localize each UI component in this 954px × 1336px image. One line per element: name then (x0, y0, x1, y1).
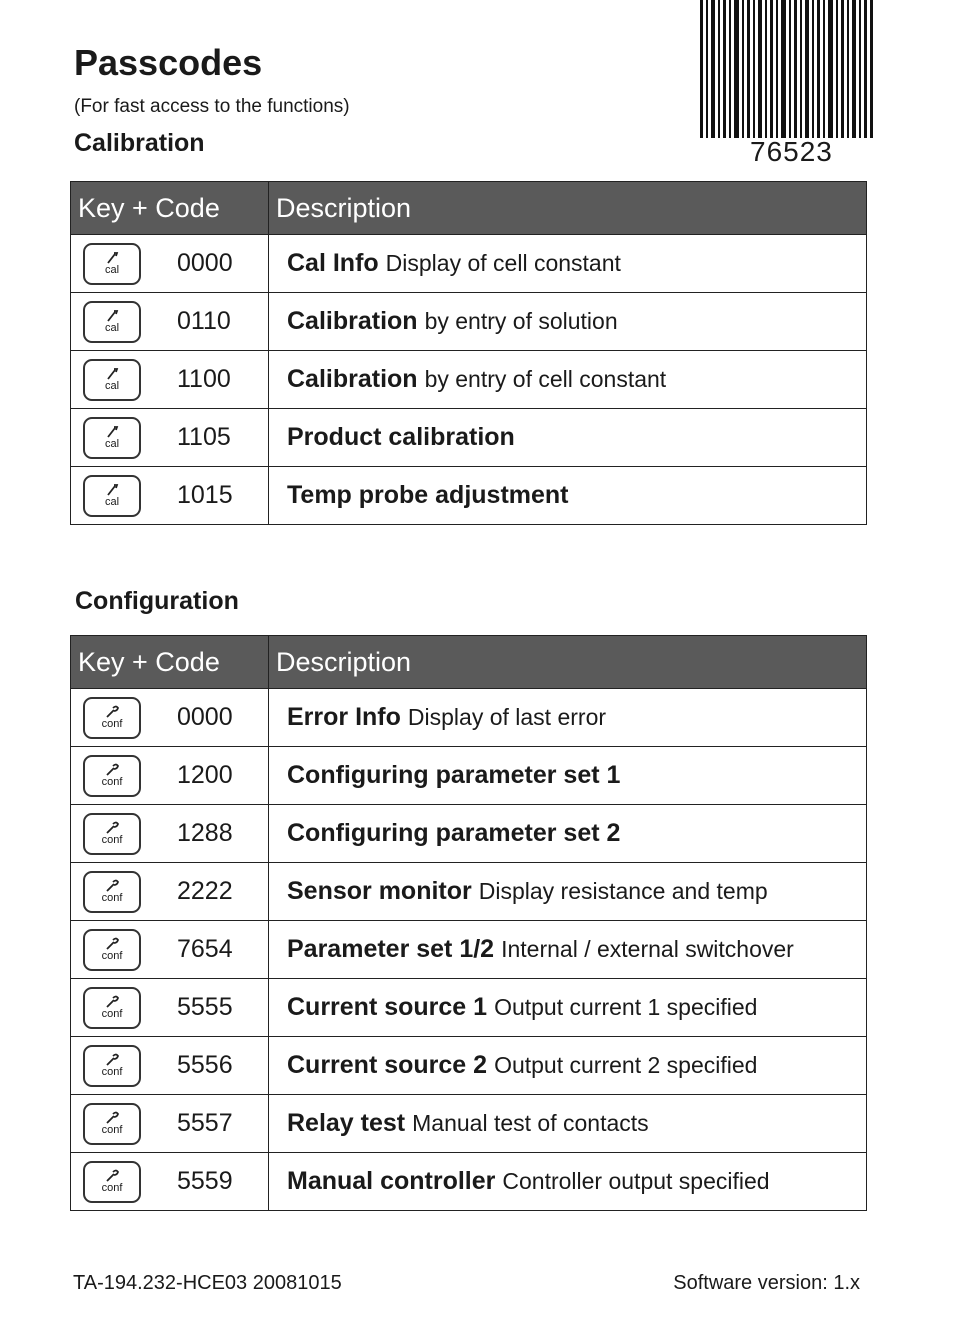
cal-key-button[interactable] (83, 475, 141, 517)
table-row (71, 863, 867, 921)
function-name: Temp probe adjustment (287, 481, 569, 509)
table-header-row (71, 636, 867, 689)
passcode: 7654 (177, 935, 233, 963)
cal-key-button[interactable] (83, 301, 141, 343)
conf-key-button[interactable] (83, 987, 141, 1029)
key-label: cal (104, 438, 120, 450)
function-name: Error Info (287, 703, 401, 731)
beaker-icon (103, 251, 121, 265)
key-label: conf (101, 1124, 123, 1136)
key-label: cal (104, 322, 120, 334)
conf-key-button[interactable] (83, 755, 141, 797)
wrench-icon (103, 879, 121, 893)
passcode: 0000 (177, 703, 233, 731)
function-description: Output current 1 specified (494, 994, 758, 1020)
key-code-cell (71, 1153, 269, 1211)
function-description: Internal / external switchover (501, 936, 794, 962)
table-row (71, 689, 867, 747)
key-code-cell (71, 235, 269, 293)
key-label: conf (101, 776, 123, 788)
column-header-description: Description (269, 636, 867, 689)
key-label: conf (101, 834, 123, 846)
key-label: conf (101, 892, 123, 904)
function-description: Display resistance and temp (478, 878, 768, 904)
description-cell (269, 1037, 867, 1095)
key-label: cal (104, 380, 120, 392)
beaker-icon (103, 367, 121, 381)
barcode (698, 0, 874, 170)
cal-key-button[interactable] (83, 359, 141, 401)
key-code-cell (71, 293, 269, 351)
conf-key-button[interactable] (83, 813, 141, 855)
key-code (71, 929, 268, 971)
key-code-cell (71, 409, 269, 467)
key-code (71, 301, 268, 343)
function-name: Configuring parameter set 2 (287, 819, 621, 847)
table-row (71, 1037, 867, 1095)
column-header-description: Description (269, 182, 867, 235)
function-description: by entry of solution (424, 308, 618, 334)
key-code-cell (71, 805, 269, 863)
cal-key-button[interactable] (83, 243, 141, 285)
beaker-icon (103, 483, 121, 497)
function-description: Display of cell constant (385, 250, 621, 276)
function-name: Cal Info (287, 249, 379, 277)
passcode: 1200 (177, 761, 233, 789)
key-code-cell (71, 467, 269, 525)
key-code-cell (71, 863, 269, 921)
beaker-icon (103, 425, 121, 439)
key-code-cell (71, 979, 269, 1037)
key-code (71, 359, 268, 401)
key-code (71, 475, 268, 517)
barcode-number: 76523 (750, 136, 833, 167)
table-row (71, 467, 867, 525)
conf-key-button[interactable] (83, 1045, 141, 1087)
wrench-icon (103, 995, 121, 1009)
key-label: cal (104, 264, 120, 276)
page-subtitle: (For fast access to the functions) (74, 96, 350, 117)
table-row (71, 409, 867, 467)
table-row (71, 1095, 867, 1153)
key-code (71, 987, 268, 1029)
key-code-cell (71, 689, 269, 747)
table-row (71, 293, 867, 351)
key-label: cal (104, 496, 120, 508)
document-id: TA-194.232-HCE03 20081015 (73, 1272, 342, 1294)
function-name: Current source 1 (287, 993, 488, 1021)
function-name: Parameter set 1/2 (287, 935, 495, 963)
key-code-cell (71, 921, 269, 979)
function-name: Sensor monitor (287, 877, 472, 905)
key-code-cell (71, 351, 269, 409)
wrench-icon (103, 1111, 121, 1125)
passcode: 1015 (177, 481, 233, 509)
table-row (71, 805, 867, 863)
passcode: 5555 (177, 993, 233, 1021)
key-label: conf (101, 718, 123, 730)
key-code-cell (71, 1095, 269, 1153)
key-code (71, 697, 268, 739)
column-header-key-code: Key + Code (71, 182, 269, 235)
key-code (71, 755, 268, 797)
wrench-icon (103, 763, 121, 777)
function-name: Manual controller (287, 1167, 496, 1195)
table-row (71, 351, 867, 409)
barcode-bars (698, 0, 874, 138)
software-version: Software version: 1.x (673, 1272, 860, 1294)
wrench-icon (103, 821, 121, 835)
table-row (71, 235, 867, 293)
table-row (71, 747, 867, 805)
key-label: conf (101, 1182, 123, 1194)
passcode: 0110 (177, 307, 231, 335)
description-cell (269, 1095, 867, 1153)
conf-key-button[interactable] (83, 1161, 141, 1203)
passcode: 5557 (177, 1109, 233, 1137)
description-cell (269, 409, 867, 467)
function-description: by entry of cell constant (424, 366, 667, 392)
passcode: 1100 (177, 365, 231, 393)
table-row (71, 921, 867, 979)
description-cell (269, 467, 867, 525)
wrench-icon (103, 1053, 121, 1067)
passcode: 1105 (177, 423, 231, 451)
key-label: conf (101, 1008, 123, 1020)
table-header-row (71, 182, 867, 235)
key-code (71, 871, 268, 913)
table-row (71, 979, 867, 1037)
key-code (71, 417, 268, 459)
beaker-icon (103, 309, 121, 323)
function-description: Display of last error (407, 704, 607, 730)
key-code (71, 1045, 268, 1087)
function-name: Relay test (287, 1109, 406, 1137)
function-name: Configuring parameter set 1 (287, 761, 621, 789)
key-code (71, 813, 268, 855)
description-cell (269, 979, 867, 1037)
description-cell (269, 863, 867, 921)
calibration-heading: Calibration (74, 129, 205, 157)
calibration-table (70, 181, 867, 525)
page-title: Passcodes (74, 42, 263, 83)
wrench-icon (103, 705, 121, 719)
description-cell (269, 689, 867, 747)
key-code (71, 1103, 268, 1145)
passcode: 5559 (177, 1167, 233, 1195)
conf-key-button[interactable] (83, 871, 141, 913)
description-cell (269, 293, 867, 351)
description-cell (269, 351, 867, 409)
key-code (71, 1161, 268, 1203)
wrench-icon (103, 937, 121, 951)
wrench-icon (103, 1169, 121, 1183)
passcode: 2222 (177, 877, 233, 905)
conf-key-button[interactable] (83, 697, 141, 739)
passcode: 5556 (177, 1051, 233, 1079)
description-cell (269, 921, 867, 979)
passcode: 0000 (177, 249, 233, 277)
table-row (71, 1153, 867, 1211)
function-name: Calibration (287, 307, 418, 335)
passcode: 1288 (177, 819, 233, 847)
description-cell (269, 235, 867, 293)
key-label: conf (101, 950, 123, 962)
function-name: Calibration (287, 365, 418, 393)
configuration-table (70, 635, 867, 1211)
function-description: Controller output specified (502, 1168, 770, 1194)
column-header-key-code: Key + Code (71, 636, 269, 689)
function-name: Product calibration (287, 423, 515, 451)
key-code-cell (71, 1037, 269, 1095)
key-code (71, 243, 268, 285)
conf-key-button[interactable] (83, 1103, 141, 1145)
function-name: Current source 2 (287, 1051, 488, 1079)
function-description: Output current 2 specified (494, 1052, 758, 1078)
description-cell (269, 805, 867, 863)
function-description: Manual test of contacts (412, 1110, 649, 1136)
description-cell (269, 1153, 867, 1211)
cal-key-button[interactable] (83, 417, 141, 459)
key-code-cell (71, 747, 269, 805)
conf-key-button[interactable] (83, 929, 141, 971)
description-cell (269, 747, 867, 805)
configuration-heading: Configuration (75, 587, 239, 615)
key-label: conf (101, 1066, 123, 1078)
